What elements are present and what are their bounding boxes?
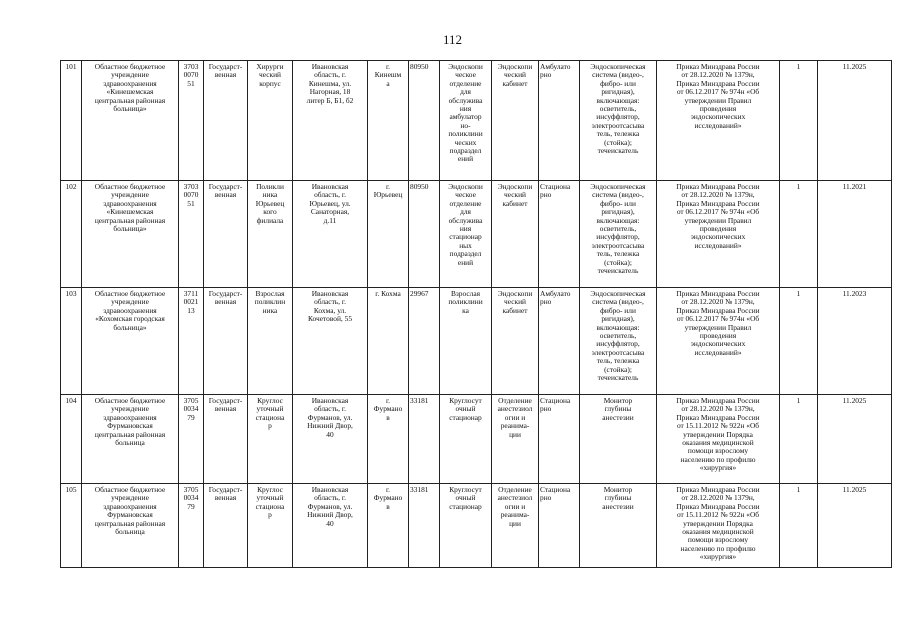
cell-text: 1 — [796, 62, 801, 71]
cell-text: Областное бюджетное учреждение здравоохранения Фурмановская центральная районная больница — [94, 485, 166, 537]
room — [492, 61, 539, 181]
cell-text: 3711 0021 13 — [183, 289, 199, 315]
cell-text: 1 — [796, 182, 801, 191]
cell-text: 11.2023 — [842, 289, 867, 298]
care-type — [539, 484, 580, 568]
delivery-date — [818, 181, 892, 288]
room — [492, 395, 539, 484]
regulatory-order — [657, 61, 780, 181]
organization-name — [82, 288, 179, 395]
cell-text: Эндоскопи ческое отделение для обслужива ния стационар ных подраздел ений — [448, 182, 483, 267]
quantity — [780, 484, 818, 568]
delivery-date — [818, 484, 892, 568]
cell-text: Эндоскопи ческий кабинет — [497, 182, 533, 208]
organization-code — [179, 61, 204, 181]
cell-text: Взрослая поликлини ка — [448, 289, 483, 315]
oktmo-code — [409, 181, 440, 288]
delivery-date — [818, 288, 892, 395]
building-name — [248, 181, 293, 288]
cell-text: Круглосут очный стационар — [449, 485, 482, 511]
equipment — [580, 181, 657, 288]
organization-name — [82, 181, 179, 288]
row-number — [61, 181, 82, 288]
cell-text: 33181 — [410, 396, 429, 405]
cell-text: Взрослая поликлин ника — [254, 289, 286, 315]
care-type — [539, 61, 580, 181]
cell-text: 80950 — [410, 182, 429, 191]
city — [368, 181, 409, 288]
cell-text: Ивановская область, г. Кохма, ул. Кочетовой, 55 — [307, 289, 353, 324]
row-number — [61, 395, 82, 484]
cell-text: Эндоскопическая система (видео-, фибро- или ригидная), включающая: осветитель, инсуффлятор, электроотсасыва тель, тележка (стойка); течеискатель — [590, 289, 646, 383]
organization-name — [82, 484, 179, 568]
room — [492, 288, 539, 395]
ownership-form — [204, 395, 248, 484]
care-type — [539, 395, 580, 484]
equipment — [580, 484, 657, 568]
ownership-form — [204, 181, 248, 288]
cell-text: 103 — [65, 289, 77, 298]
cell-text: г. Юрьевец — [373, 182, 403, 200]
row-number — [61, 484, 82, 568]
cell-text: 33181 — [410, 485, 429, 494]
department — [440, 395, 492, 484]
cell-text: 3703 0070 51 — [183, 62, 199, 88]
organization-name — [82, 395, 179, 484]
city — [368, 484, 409, 568]
cell-text: г. Кинешм а — [374, 62, 402, 88]
cell-text: Стациона рно — [540, 485, 571, 503]
cell-text: 1 — [796, 396, 801, 405]
cell-text: Ивановская область, г. Кинешма, ул. Нагорная, 18 литер Б, Б1, б2 — [306, 62, 354, 105]
cell-text: Ивановская область, г. Фурманов, ул. Нижний Двор, 40 — [307, 396, 353, 439]
ownership-form — [204, 288, 248, 395]
cell-text: Эндоскопи ческий кабинет — [497, 289, 533, 315]
cell-text: 3703 0070 51 — [183, 182, 199, 208]
cell-text: Приказ Минздрава России от 28.12.2020 № 1379н, Приказ Минздрава России от 06.12.2017 № 974н «Об утверждении Правил проведения эндоскопических исследований» — [676, 182, 760, 250]
address — [293, 61, 368, 181]
cell-text: Монитор глубины анестезии — [602, 485, 634, 511]
address — [293, 288, 368, 395]
organization-code — [179, 288, 204, 395]
cell-text: Государст- венная — [208, 62, 243, 80]
cell-text: Государст- венная — [208, 289, 243, 307]
city — [368, 288, 409, 395]
registry-table — [60, 60, 892, 568]
care-type — [539, 181, 580, 288]
cell-text: 80950 — [410, 62, 429, 71]
cell-text: Монитор глубины анестезии — [602, 396, 634, 422]
quantity — [780, 288, 818, 395]
cell-text: 11.2025 — [842, 396, 867, 405]
cell-text: Стациона рно — [540, 182, 571, 200]
cell-text: Круглосут очный стационар — [449, 396, 482, 422]
ownership-form — [204, 484, 248, 568]
cell-text: Амбулато рно — [540, 62, 571, 80]
cell-text: Областное бюджетное учреждение здравоохранения «Кохомская городская больница» — [94, 289, 166, 332]
cell-text: 3705 0034 79 — [183, 396, 199, 422]
quantity — [780, 181, 818, 288]
cell-text: Отделение анестезиол огии и реанима- ции — [497, 485, 533, 528]
cell-text: Ивановская область, г. Фурманов, ул. Нижний Двор, 40 — [307, 485, 353, 528]
cell-text: Ивановская область, г. Юрьевец, ул. Санаторная, д.11 — [309, 182, 351, 225]
cell-text: 1 — [796, 289, 801, 298]
oktmo-code — [409, 484, 440, 568]
table-row — [61, 395, 892, 484]
table-row — [61, 61, 892, 181]
cell-text: г. Фурмано в — [373, 485, 403, 511]
cell-text: г. Кохма — [375, 289, 401, 298]
delivery-date — [818, 395, 892, 484]
cell-text: Амбулато рно — [540, 289, 571, 307]
equipment — [580, 288, 657, 395]
equipment — [580, 61, 657, 181]
cell-text: Круглос уточный стациона р — [255, 396, 285, 431]
cell-text: 1 — [796, 485, 801, 494]
organization-code — [179, 484, 204, 568]
city — [368, 395, 409, 484]
ownership-form — [204, 61, 248, 181]
building-name — [248, 288, 293, 395]
cell-text: Областное бюджетное учреждение здравоохранения Фурмановская центральная районная больница — [94, 396, 166, 448]
address — [293, 181, 368, 288]
cell-text: 11.2021 — [842, 182, 867, 191]
building-name — [248, 61, 293, 181]
regulatory-order — [657, 484, 780, 568]
cell-text: г. Фурмано в — [373, 396, 403, 422]
cell-text: Приказ Минздрава России от 28.12.2020 № 1379н, Приказ Минздрава России от 06.12.2017 № 974н «Об утверждении Правил проведения эндоскопических исследований» — [676, 62, 760, 130]
department — [440, 288, 492, 395]
cell-text: Отделение анестезиол огии и реанима- ции — [497, 396, 533, 439]
department — [440, 61, 492, 181]
organization-code — [179, 181, 204, 288]
cell-text: Круглос уточный стациона р — [255, 485, 285, 520]
oktmo-code — [409, 61, 440, 181]
building-name — [248, 484, 293, 568]
building-name — [248, 395, 293, 484]
quantity — [780, 61, 818, 181]
cell-text: Приказ Минздрава России от 28.12.2020 № 1379н, Приказ Минздрава России от 15.11.2012 № 922н «Об утверждении Порядка оказания медицинской помощи взрослому населению по профилю «хирургия» — [676, 485, 760, 562]
cell-text: Эндоскопическая система (видео-, фибро- или ригидная), включающая: осветитель, инсуффлятор, электроотсасыва тель, тележка (стойка); течеискатель — [590, 182, 646, 276]
cell-text: 104 — [65, 396, 77, 405]
cell-text: Приказ Минздрава России от 28.12.2020 № 1379н, Приказ Минздрава России от 06.12.2017 № 974н «Об утверждении Правил проведения эндоскопических исследований» — [676, 289, 760, 357]
regulatory-order — [657, 395, 780, 484]
cell-text: Областное бюджетное учреждение здравоохранения «Кинешемская центральная районная больница» — [94, 182, 166, 234]
table-row — [61, 181, 892, 288]
cell-text: Государст- венная — [208, 182, 243, 200]
cell-text: 29967 — [410, 289, 429, 298]
cell-text: Эндоскопи ческий кабинет — [497, 62, 533, 88]
cell-text: 102 — [65, 182, 77, 191]
cell-text: Приказ Минздрава России от 28.12.2020 № 1379н, Приказ Минздрава России от 15.11.2012 № 922н «Об утверждении Порядка оказания медицинской помощи взрослому населению по профилю «хирургия» — [676, 396, 760, 473]
cell-text: Областное бюджетное учреждение здравоохранения «Кинешемская центральная районная больница» — [94, 62, 166, 114]
organization-code — [179, 395, 204, 484]
row-number — [61, 61, 82, 181]
cell-text: Государст- венная — [208, 485, 243, 503]
row-number — [61, 288, 82, 395]
department — [440, 484, 492, 568]
page-number: 112 — [442, 32, 463, 47]
city — [368, 61, 409, 181]
quantity — [780, 395, 818, 484]
room — [492, 484, 539, 568]
cell-text: Эндоскопи ческое отделение для обслужива ния амбулатор но- поликлини ческих подраздел ений — [448, 62, 483, 164]
cell-text: 11.2025 — [842, 62, 867, 71]
cell-text: Поликли ника Юрьевец кого филиала — [255, 182, 285, 225]
regulatory-order — [657, 181, 780, 288]
department — [440, 181, 492, 288]
cell-text: 101 — [65, 62, 77, 71]
address — [293, 484, 368, 568]
cell-text: 105 — [65, 485, 77, 494]
table-row — [61, 484, 892, 568]
delivery-date — [818, 61, 892, 181]
regulatory-order — [657, 288, 780, 395]
oktmo-code — [409, 288, 440, 395]
cell-text: Стациона рно — [540, 396, 571, 414]
cell-text: Хирурги ческий корпус — [256, 62, 284, 88]
care-type — [539, 288, 580, 395]
cell-text: 3705 0034 79 — [183, 485, 199, 511]
cell-text: Эндоскопическая система (видео-, фибро- или ригидная), включающая: осветитель, инсуффлятор, электроотсасыва тель, тележка (стойка); течеискатель — [590, 62, 646, 156]
cell-text: Государст- венная — [208, 396, 243, 414]
equipment — [580, 395, 657, 484]
address — [293, 395, 368, 484]
room — [492, 181, 539, 288]
organization-name — [82, 61, 179, 181]
table-row — [61, 288, 892, 395]
cell-text: 11.2025 — [842, 485, 867, 494]
oktmo-code — [409, 395, 440, 484]
